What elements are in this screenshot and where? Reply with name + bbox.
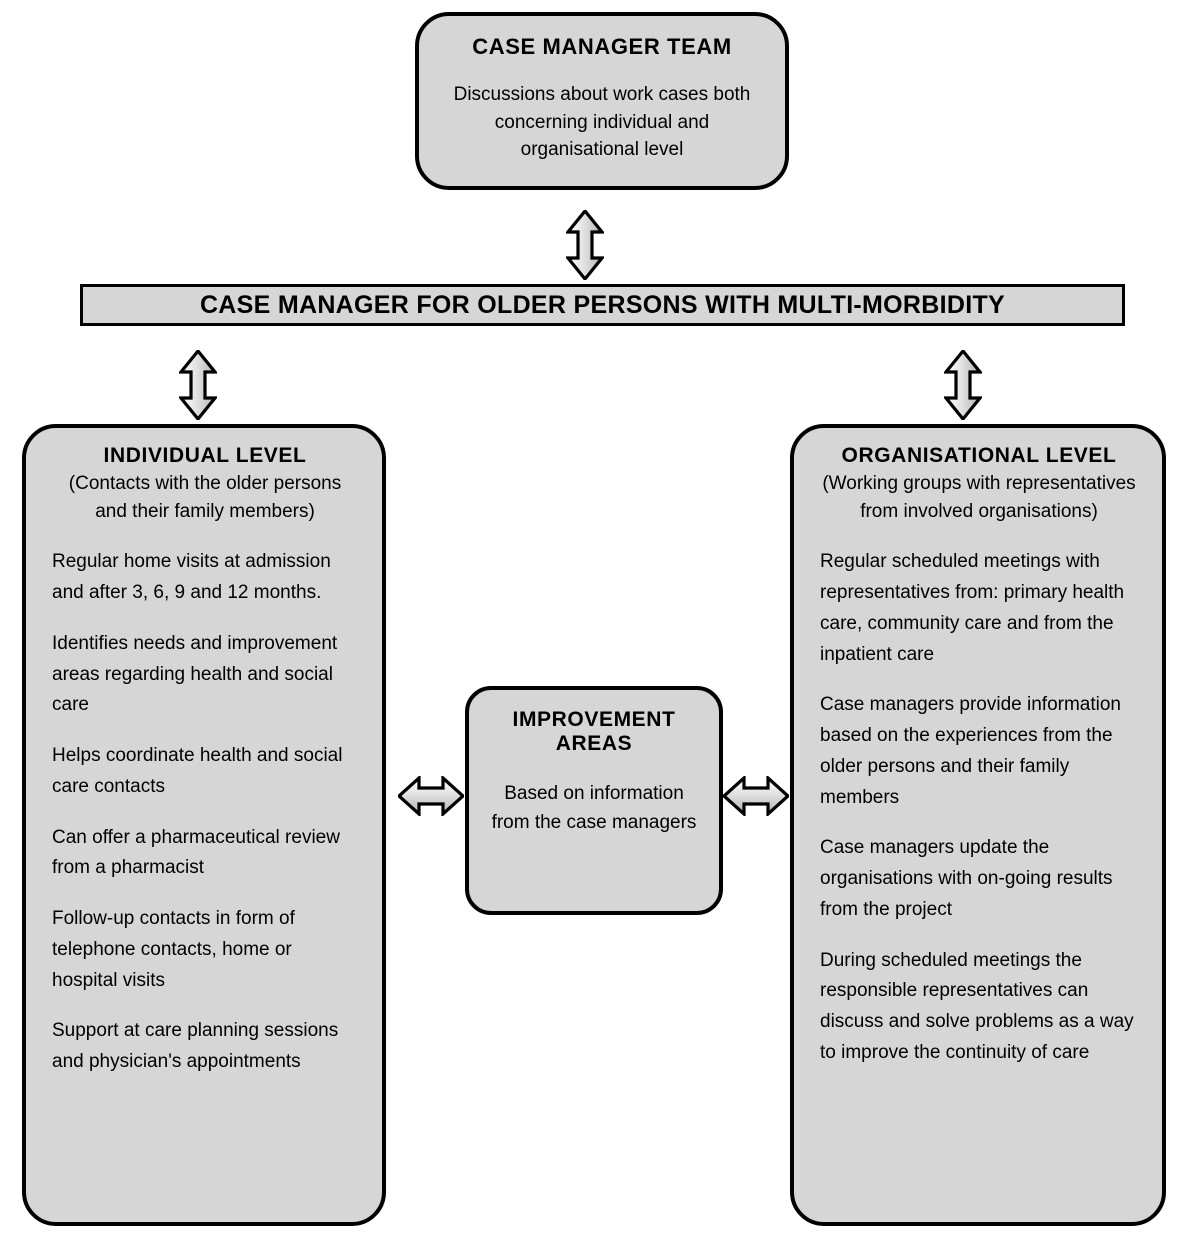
list-item: Can offer a pharmaceutical review from a pharmacist — [52, 826, 340, 879]
improvement-areas-box — [465, 686, 723, 915]
list-item: Follow-up contacts in form of telephone contacts, home or hospital visits — [52, 908, 295, 991]
organisational-level-subtitle: (Working groups with representatives from involved organisations) — [822, 473, 1136, 522]
individual-level-bullet-list — [52, 547, 358, 1078]
list-item: Case managers update the organisations with on-going results from the project — [820, 837, 1113, 920]
list-item: Regular scheduled meetings with representatives from: primary health care, community care and from the inpatient care — [820, 551, 1125, 665]
arrow-team-to-banner-icon — [566, 210, 604, 280]
individual-level-header — [52, 444, 358, 525]
improvement-areas-description: Based on information from the case managers — [491, 783, 697, 833]
case-manager-banner-text: CASE MANAGER FOR OLDER PERSONS WITH MULTI-MORBIDITY — [199, 290, 1006, 319]
list-item: Identifies needs and improvement areas regarding health and social care — [52, 632, 338, 716]
case-manager-team-title: CASE MANAGER TEAM — [472, 34, 732, 59]
individual-level-panel — [22, 424, 386, 1226]
list-item: During scheduled meetings the responsible representatives can discuss and solve problems as a way to improve the continuity of care — [820, 949, 1134, 1063]
arrow-banner-to-organisational-icon — [944, 350, 982, 420]
list-item: Support at care planning sessions and physician's appointments — [52, 1020, 339, 1073]
list-item: Helps coordinate health and social care contacts — [52, 745, 343, 797]
organisational-level-bullet-list — [820, 547, 1138, 1068]
organisational-level-header — [820, 444, 1138, 525]
case-manager-team-description: Discussions about work cases both concerning individual and organisational level — [453, 84, 751, 161]
arrow-individual-to-improvement-icon — [398, 776, 464, 816]
individual-level-title: INDIVIDUAL LEVEL — [103, 444, 307, 467]
arrow-improvement-to-organisational-icon — [723, 776, 789, 816]
arrow-banner-to-individual-icon — [179, 350, 217, 420]
improvement-areas-title: IMPROVEMENT AREAS — [512, 708, 676, 756]
case-manager-banner — [80, 284, 1125, 326]
organisational-level-title: ORGANISATIONAL LEVEL — [841, 444, 1117, 467]
organisational-level-panel — [790, 424, 1166, 1226]
list-item: Regular home visits at admission and after 3, 6, 9 and 12 months. — [52, 551, 331, 603]
list-item: Case managers provide information based on the experiences from the older persons and their family members — [820, 694, 1121, 808]
individual-level-subtitle: (Contacts with the older persons and their family members) — [68, 473, 342, 522]
case-manager-team-box — [415, 12, 789, 190]
